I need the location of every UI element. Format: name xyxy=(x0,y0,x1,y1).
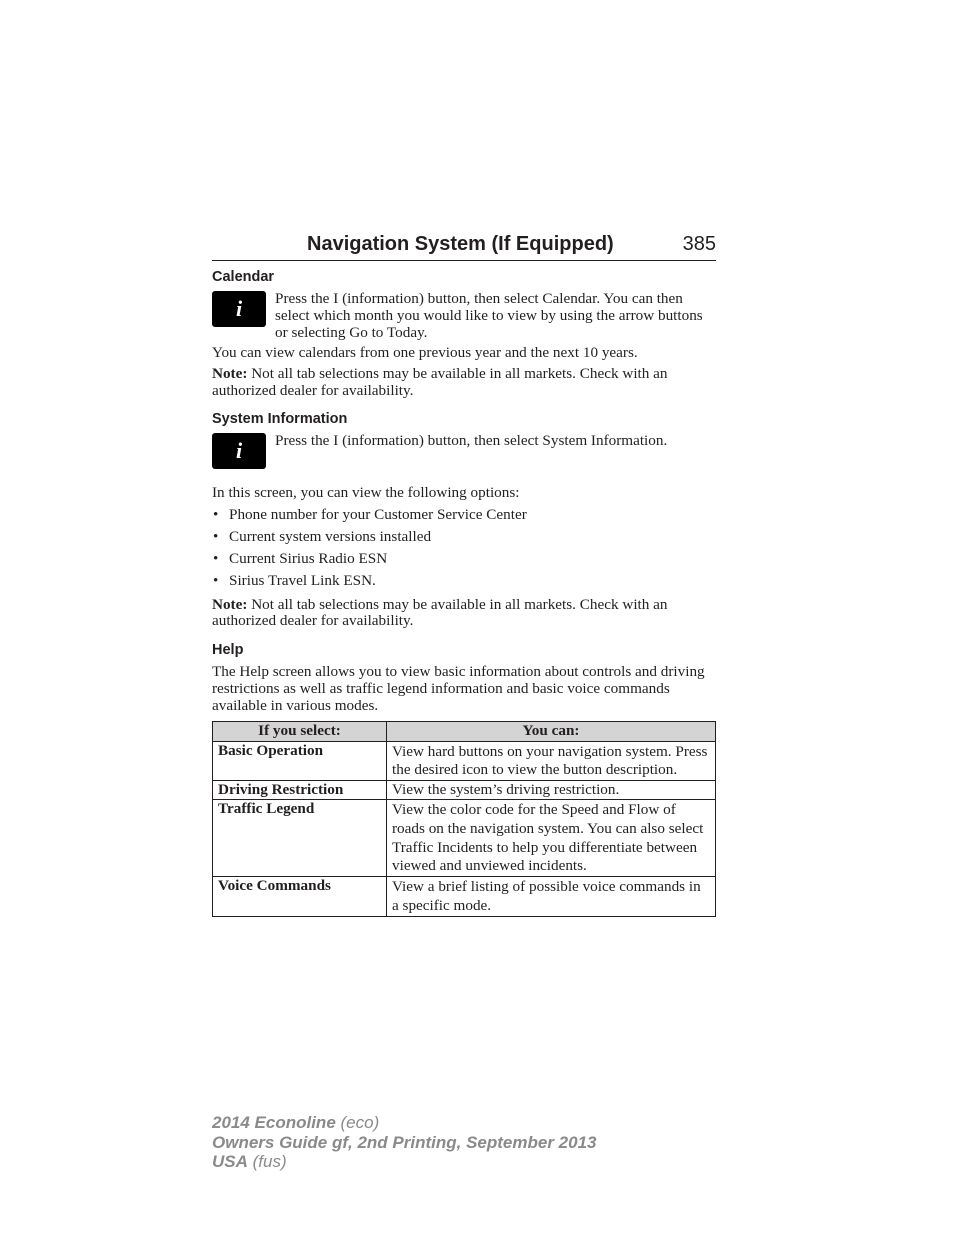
table-cell-description: View hard buttons on your navigation system. Press the desired icon to view the button description. xyxy=(387,741,716,781)
footer-guide: Owners Guide gf, 2nd Printing, September 2013 xyxy=(212,1132,597,1152)
note-label: Note: xyxy=(212,595,248,613)
table-cell-selection: Traffic Legend xyxy=(213,799,387,876)
system-information-note xyxy=(212,597,716,631)
information-icon: i xyxy=(212,291,266,327)
table-row xyxy=(213,877,716,917)
calendar-heading: Calendar xyxy=(212,269,275,285)
calendar-note xyxy=(212,366,716,400)
system-information-instruction-row xyxy=(212,433,716,469)
footer-model-code: (eco) xyxy=(335,1113,380,1132)
page-header xyxy=(212,229,716,261)
note-text: Not all tab selections may be available in all markets. Check with an authorized dealer for availability. xyxy=(212,365,668,399)
table-row xyxy=(213,781,716,800)
footer-region-code: (fus) xyxy=(247,1152,287,1171)
table-header-cell: If you select: xyxy=(213,721,387,741)
help-heading: Help xyxy=(212,642,244,659)
table-row xyxy=(213,799,716,876)
table-cell-description: View the color code for the Speed and Flow of roads on the navigation system. You can also select Traffic Incidents to help you differentiate between viewed and unviewed incidents. xyxy=(387,799,716,876)
calendar-instruction-row xyxy=(212,291,716,341)
footer-line-region xyxy=(212,1152,596,1172)
section-title: Navigation System (If Equipped) xyxy=(307,233,614,255)
table-header-row xyxy=(213,721,716,741)
note-text: Not all tab selections may be available in all markets. Check with an authorized dealer for availability. xyxy=(212,595,668,630)
footer-line-guide xyxy=(212,1133,596,1153)
table-cell-selection: Voice Commands xyxy=(213,877,387,917)
table-cell-selection: Basic Operation xyxy=(213,741,387,781)
footer-line-model xyxy=(212,1113,596,1133)
table-cell-description: View a brief listing of possible voice commands in a specific mode. xyxy=(387,877,716,917)
list-item: • Phone number for your Customer Service Center xyxy=(212,507,716,529)
help-table xyxy=(212,721,716,917)
list-item: • Current system versions installed xyxy=(212,529,716,551)
note-label: Note: xyxy=(212,365,248,383)
list-item: • Sirius Travel Link ESN. xyxy=(212,573,716,595)
table-row xyxy=(213,741,716,781)
help-body: The Help screen allows you to view basic information about controls and driving restrictions as well as traffic legend information and basic voice commands available in various modes. xyxy=(212,663,705,714)
table-header-cell: You can: xyxy=(387,721,716,741)
system-information-instruction: Press the I (information) button, then select System Information. xyxy=(275,431,668,449)
options-list xyxy=(212,507,716,595)
list-item: • Current Sirius Radio ESN xyxy=(212,551,716,573)
manual-page xyxy=(212,229,716,917)
table-cell-selection: Driving Restriction xyxy=(213,781,387,800)
page-footer xyxy=(212,1113,596,1172)
table-cell-description: View the system’s driving restriction. xyxy=(387,781,716,800)
footer-model: 2014 Econoline xyxy=(212,1113,336,1132)
calendar-instruction: Press the I (information) button, then select Calendar. You can then select which month you would like to view by using the arrow buttons or selecting Go to Today. xyxy=(275,290,703,341)
information-icon: i xyxy=(212,433,266,469)
footer-region: USA xyxy=(212,1152,248,1171)
page-number: 385 xyxy=(682,233,716,255)
calendar-body: You can view calendars from one previous year and the next 10 years. xyxy=(212,344,638,362)
system-information-intro: In this screen, you can view the following options: xyxy=(212,483,520,501)
system-information-heading: System Information xyxy=(212,410,348,427)
